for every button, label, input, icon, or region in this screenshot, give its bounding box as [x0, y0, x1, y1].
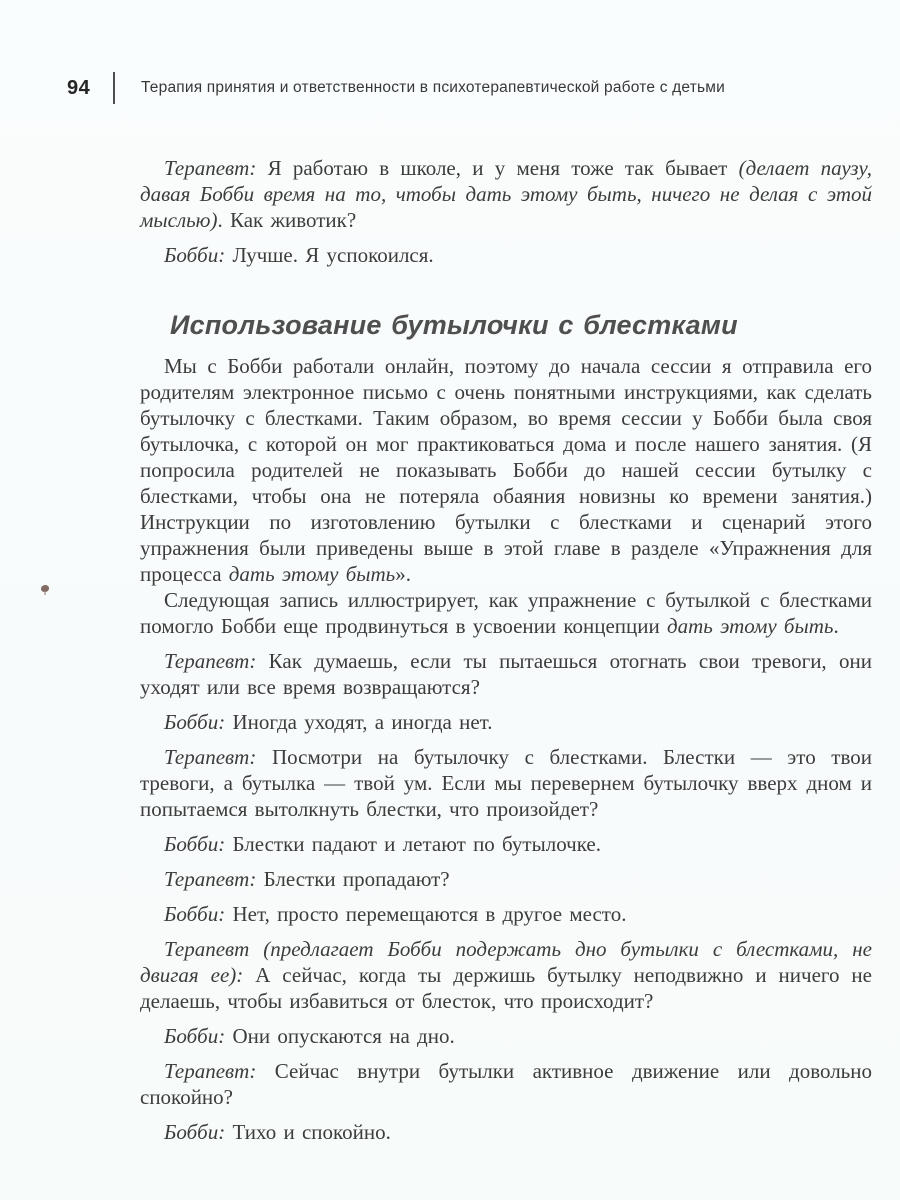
dialogue-paragraph: [140, 1023, 872, 1049]
section-heading: Использование бутылочки с блестками: [170, 310, 738, 340]
italic-text-segment: дать этому быть: [228, 562, 396, 586]
text-segment: Тихо и спокойно.: [225, 1120, 391, 1144]
italic-text-segment: Терапевт:: [164, 649, 257, 673]
italic-text-segment: Терапевт (предлагает Бобби подержать дно бутылки с блестками, не двигая ее):: [140, 937, 872, 987]
text-segment: Блестки падают и летают по бутылочке.: [225, 832, 601, 856]
italic-text-segment: Бобби:: [164, 243, 226, 267]
text-segment: Они опускаются на дно.: [225, 1024, 455, 1048]
page-number: 94: [67, 76, 91, 99]
text-segment: ».: [395, 562, 411, 586]
body-paragraph: [140, 353, 872, 587]
italic-text-segment: Терапевт:: [164, 867, 257, 891]
text-segment: Сейчас внутри бутылки активное движение или довольно спокойно?: [140, 1059, 872, 1109]
italic-text-segment: Бобби:: [164, 710, 226, 734]
dialogue-paragraph: [140, 709, 872, 735]
dialogue-paragraph: [140, 155, 872, 233]
italic-text-segment: Бобби:: [164, 1120, 226, 1144]
page-content: [140, 146, 872, 1145]
text-segment: А сейчас, когда ты держишь бутылку неподвижно и ничего не делаешь, чтобы избавиться от блесток, что происходит?: [140, 963, 872, 1013]
italic-text-segment: Терапевт:: [164, 1059, 257, 1083]
italic-text-segment: Бобби:: [164, 832, 226, 856]
text-segment: . Как животик?: [217, 208, 357, 232]
text-segment: Иногда уходят, а иногда нет.: [225, 710, 493, 734]
italic-text-segment: Бобби:: [164, 1024, 226, 1048]
header-divider-rule: [113, 72, 115, 104]
dialogue-paragraph: [140, 648, 872, 700]
text-segment: Как думаешь, если ты пытаешься отогнать свои тревоги, они уходят или все время возвращаются?: [140, 649, 872, 699]
running-title: Терапия принятия и ответственности в психотерапевтической работе с детьми: [141, 79, 725, 96]
text-segment: Мы с Бобби работали онлайн, поэтому до начала сессии я отправила его родителям электронное письмо с очень понятными инструкциями, как сделать бутылочку с блестками. Таким образом, во время сессии у Бобби была своя бутылочка, с которой он мог практиковаться дома и после нашего занятия. (Я попросила родителей не показывать Бобби до нашей сессии бутылку с блестками, чтобы она не потеряла обаяния новизны ко времени занятия.) Инструкции по изготовлению бутылки с блестками и сценарий этого упражнения были приведены выше в этой главе в разделе «Упражнения для процесса: [140, 354, 872, 586]
text-segment: Я работаю в школе, и у меня тоже так бывает: [256, 156, 739, 180]
italic-text-segment: Бобби:: [164, 902, 226, 926]
dialogue-paragraph: [140, 901, 872, 927]
body-paragraph: [140, 587, 872, 639]
running-header: [67, 72, 725, 104]
dialogue-paragraph: [140, 831, 872, 857]
text-segment: Следующая запись иллюстрирует, как упражнение с бутылкой с блестками помогло Бобби еще продвинуться в усвоении концепции: [140, 588, 872, 638]
dialogue-paragraph: [140, 242, 872, 268]
italic-text-segment: (делает паузу, давая Бобби время на то, чтобы дать этому быть, ничего не делая с этой мыслью): [140, 156, 872, 232]
dialogue-paragraph: [140, 1058, 872, 1110]
text-segment: Лучше. Я успокоился.: [225, 243, 434, 267]
text-segment: Посмотри на бутылочку с блестками. Блестки — это твои тревоги, а бутылка — твой ум. Если мы перевернем бутылочку вверх дном и попытаемся вытолкнуть блестки, что произойдет?: [140, 745, 872, 821]
dialogue-paragraph: [140, 936, 872, 1014]
dialogue-paragraph: [140, 1119, 872, 1145]
italic-text-segment: Терапевт:: [164, 745, 257, 769]
ink-speck-artifact: [41, 585, 49, 592]
dialogue-paragraph: [140, 744, 872, 822]
italic-text-segment: Терапевт:: [164, 156, 257, 180]
dialogue-paragraph: [140, 866, 872, 892]
text-segment: .: [833, 614, 839, 638]
text-segment: Нет, просто перемещаются в другое место.: [225, 902, 627, 926]
text-segment: Блестки пропадают?: [256, 867, 450, 891]
italic-text-segment: дать этому быть: [667, 614, 834, 638]
